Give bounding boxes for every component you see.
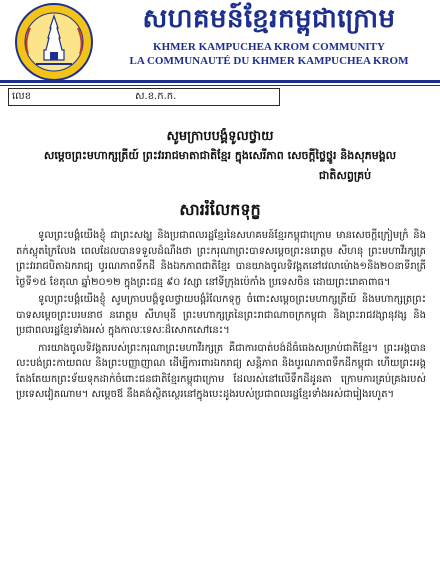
honoree-line: សម្តេចព្រះមហាក្សត្រីយ៍ ព្រះវររាជមាតាជាតិខ្មែរ ក្នុងសេរីភាព សេចក្តីថ្លៃថ្នូរ និងសុភមង្គល [43, 149, 397, 162]
header-rule [0, 80, 440, 83]
letter-body [16, 228, 426, 568]
header-rule-thin [0, 85, 440, 86]
kkc-emblem-logo [14, 2, 94, 82]
salutation: សូមក្រាបបង្គំទូលថ្វាយ [166, 129, 274, 144]
org-name-khmer: សហគមន៍ខ្មែរកម្ពុជាក្រោម [142, 4, 396, 34]
document-title: សាររំលែកទុក្ខ [179, 200, 261, 219]
org-name-french: LA COMMUNAUTÉ DU KHMER KAMPUCHEA KROM [129, 55, 409, 67]
reference-prefix: លេខ [12, 91, 32, 102]
letterhead [0, 0, 440, 86]
body-paragraph: ទូលព្រះបង្គំយើងខ្ញុំ សូមក្រាបបង្គំទូលថ្វាយបង្គំរំលែកទុក្ខ ចំពោះសម្តេចព្រះមហាក្សត្រីយ៍ និងមហាក្សត្រព្រះបាទសម្តេចព្រះបរមនាថ នរោត្តម សីហមុនី ព្រះមហាក្សត្រនៃព្រះរាជាណាចក្រកម្ពុជា និងព្រះរាជវង្សានុវង្ស និងប្រជាពលរដ្ឋខ្មែរទាំងអស់ ក្នុងកាលៈទេសៈដ៏សោកសៅនេះ។ [16, 294, 426, 336]
reference-number-box [8, 88, 280, 106]
honoree-line-continued: ជាតិសព្វគ្រប់ [318, 169, 372, 182]
org-name-english: KHMER KAMPUCHEA KROM COMMUNITY [153, 41, 385, 53]
body-paragraph: ការយាងចូលទិវង្គតរបស់ព្រះករុណាព្រះមហាវីរក្សត្រ គឺជាការបាត់បង់ដ៏ធំធេងសម្រាប់ជាតិខ្មែរ។ ព្រះអង្គបានលះបង់ព្រះកាយពល និងព្រះបញ្ញាញាណ ដើម្បីការពារឯករាជ្យ សន្តិភាព និងបូរណភាពទឹកដីកម្ពុជា ហើយព្រះអង្គតែងតែយកព្រះទ័យទុកដាក់ចំពោះជនជាតិខ្មែរកម្ពុជាក្រោម ដែលរស់នៅលើទឹកដីដូនតា ក្រោមការគ្រប់គ្រងរបស់ប្រទេសវៀតណាម។ សម្តេចឪ នឹងគង់ស្ថិតស្ថេរនៅក្នុងបេះដូងរបស់ប្រជាពលរដ្ឋខ្មែរទាំងអស់ជារៀងរហូត។ [16, 342, 426, 400]
reference-suffix: ស.ខ.ក.ក. [135, 91, 177, 102]
body-paragraph: ទូលព្រះបង្គំយើងខ្ញុំ ជាព្រះសង្ឃ និងប្រជាពលរដ្ឋខ្មែរនៃសហគមន៍ខ្មែរកម្ពុជាក្រោម មានសេចក្តីក្រៀមក្រំ និងតក់ស្លុតក្រៃលែង ពេលដែលបានទទួលដំណឹងថា ព្រះករុណាព្រះបាទសម្តេចព្រះនរោត្តម សីហនុ ព្រះមហាវីរក្សត្រ ព្រះវររាជបិតាឯករាជ្យ បូរណភាពទឹកដី និងឯកភាពជាតិខ្មែរ បានយាងចូលទិវង្គតនៅវេលាម៉ោង១និង២០នាទីរាត្រី ថ្ងៃទី១៥ ខែតុលា ឆ្នាំ២០១២ ក្នុងព្រះជន្ម ៩០ វស្សា នៅទីក្រុងប៉េកាំង ប្រទេសចិន ដោយព្រះរោគាពាធ។ [16, 230, 426, 288]
